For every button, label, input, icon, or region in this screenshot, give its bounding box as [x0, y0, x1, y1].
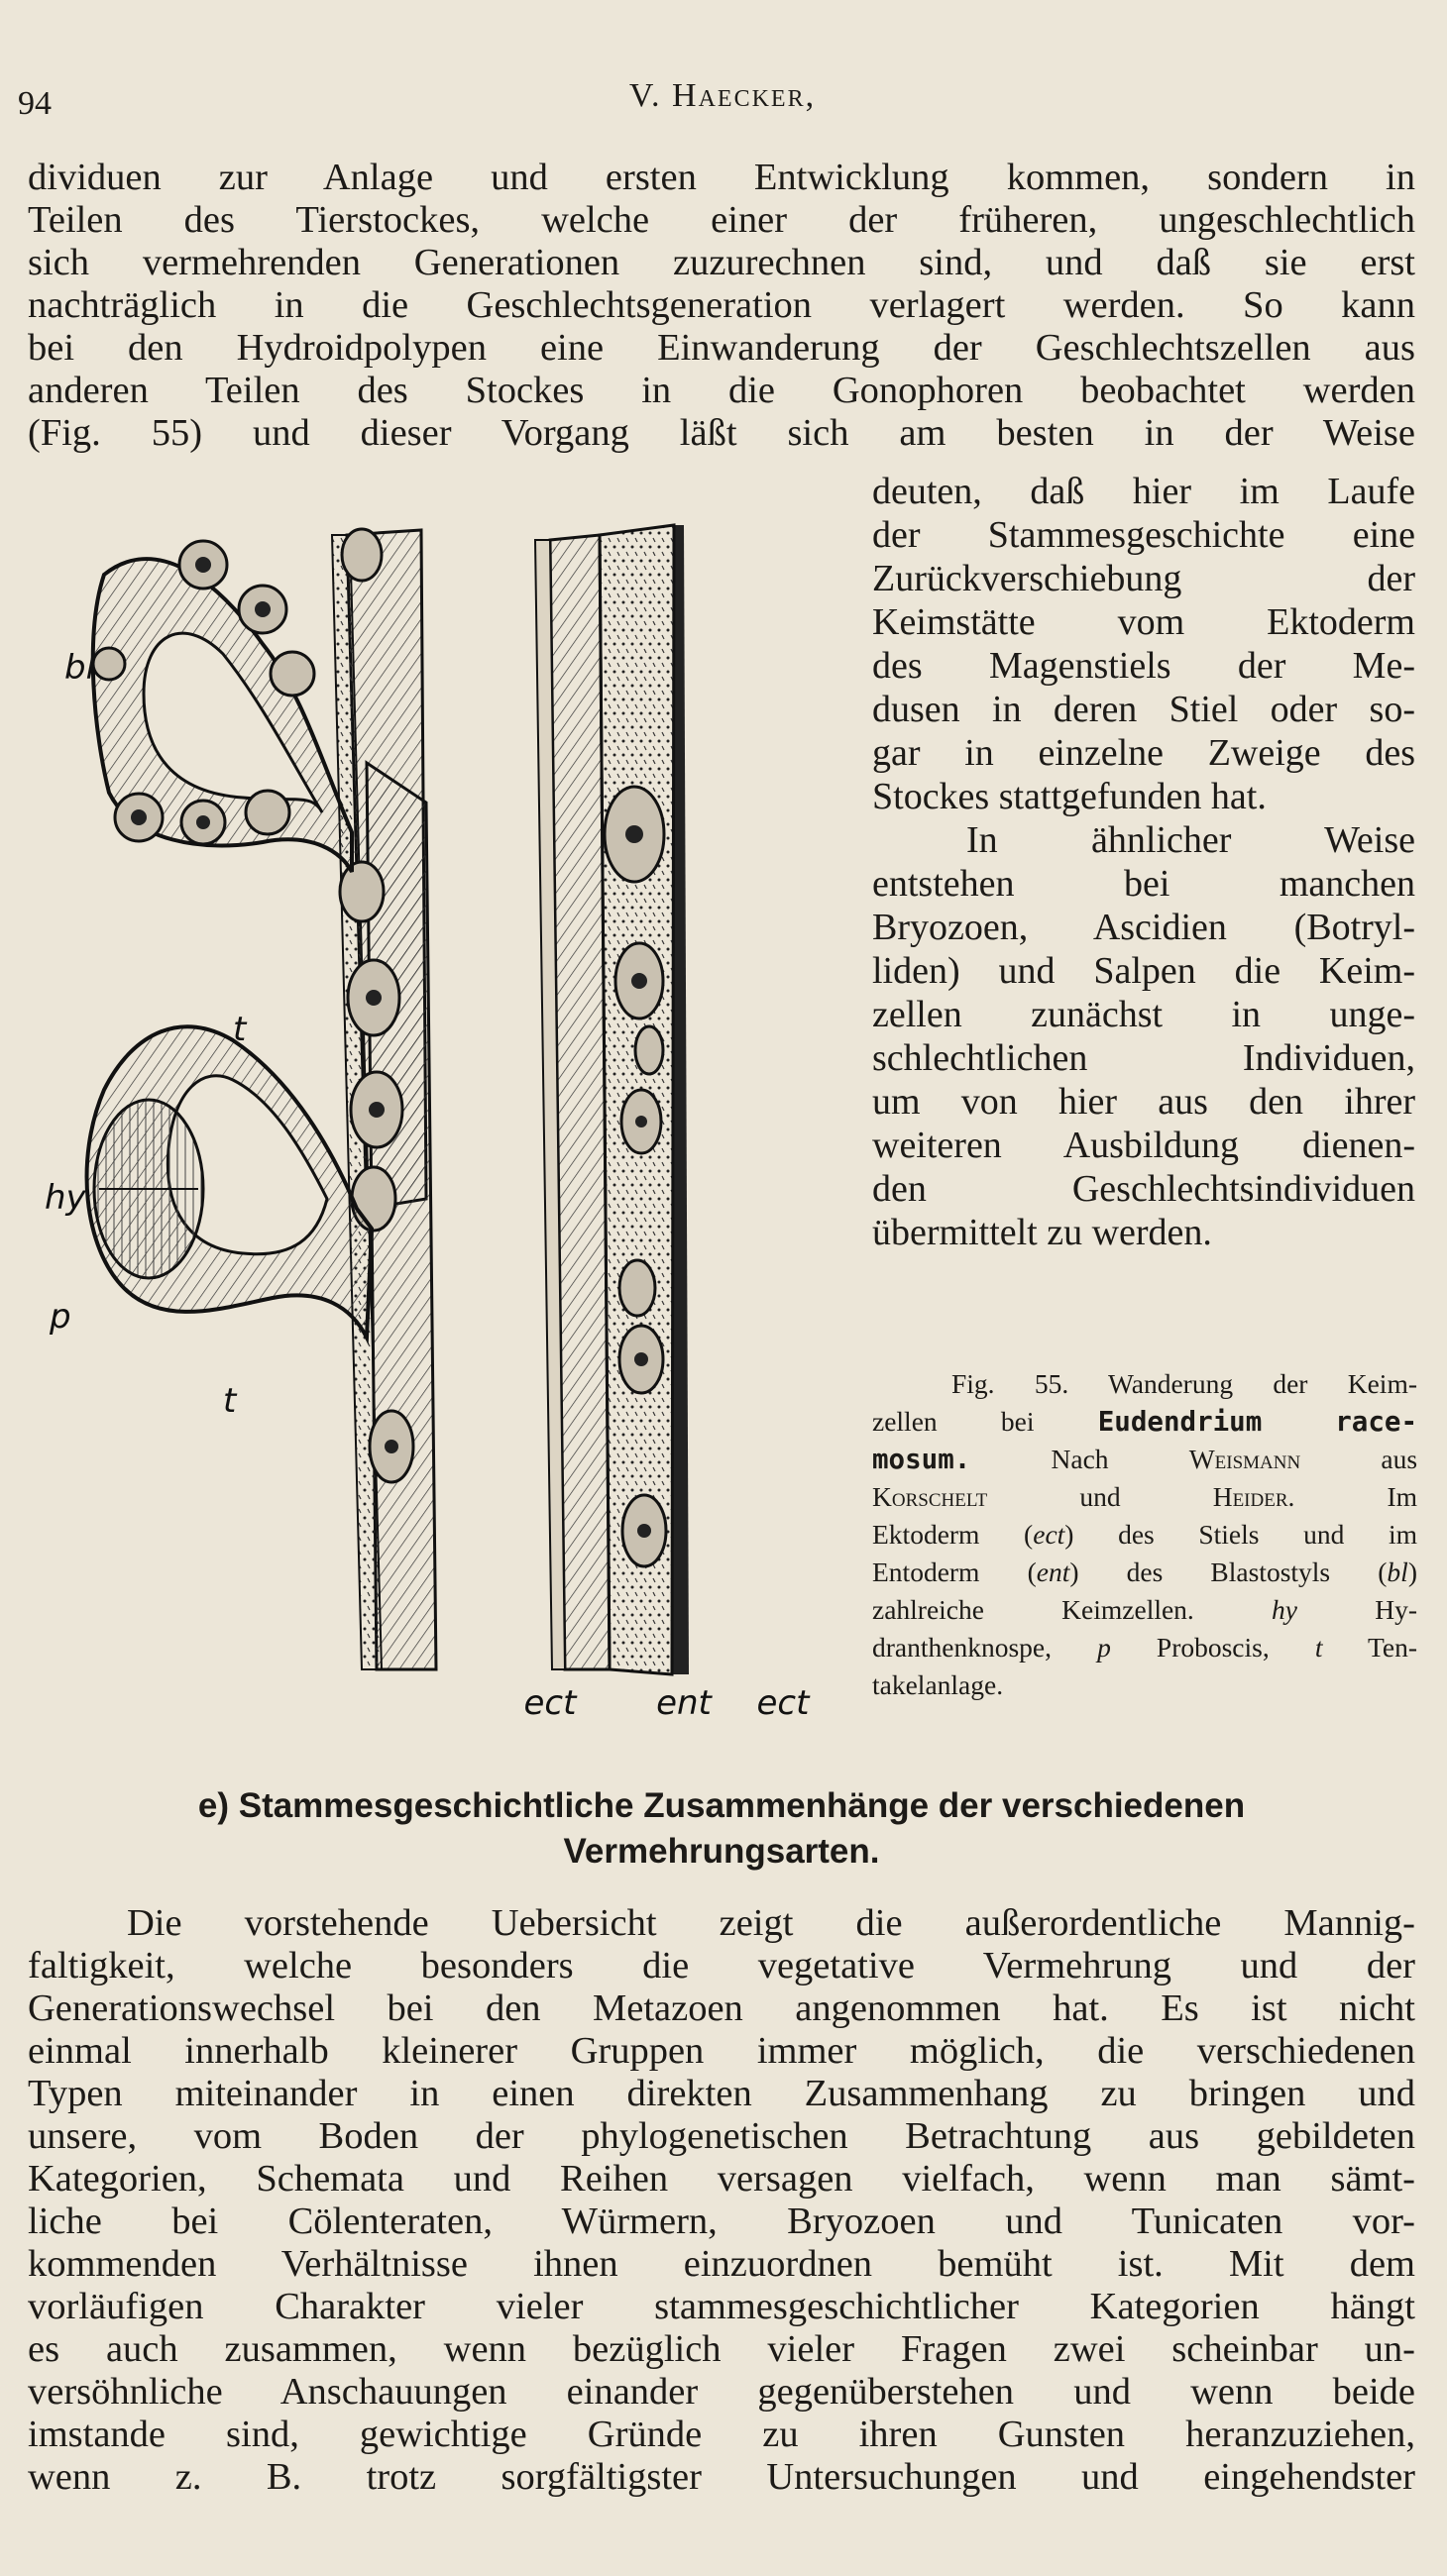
text-line: deuten, daß hier im Laufe [872, 471, 1415, 512]
text-line: (Fig. 55) und dieser Vorgang läßt sich am besten in der Weise [28, 412, 1415, 454]
caption-line: takelanlage. [872, 1669, 1004, 1700]
section-heading-line-2: Vermehrungsarten. [563, 1832, 880, 1871]
text-line: den Geschlechtsindividuen [872, 1168, 1415, 1210]
text-line: Typen miteinander in einen direkten Zusammenhang zu bringen und [28, 2073, 1415, 2114]
text-line: entstehen bei manchen [872, 863, 1415, 905]
text-line: gar in einzelne Zweige des [872, 732, 1415, 774]
hydranth-bud [87, 1026, 372, 1338]
text-line: Bryozoen, Ascidien (Botryl- [872, 907, 1415, 948]
text-line: des Magenstiels der Me- [872, 645, 1415, 687]
text-line: liden) und Salpen die Keim- [872, 950, 1415, 992]
label-ect-left: ect [523, 1683, 577, 1723]
text-line: faltigkeit, welche besonders die vegetative Vermehrung und der [28, 1945, 1415, 1986]
label-t-lower: t [223, 1381, 237, 1421]
text-line: dividuen zur Anlage und ersten Entwicklung kommen, sondern in [28, 157, 1415, 198]
text-line: Generationswechsel bei den Metazoen angenommen hat. Es ist nicht [28, 1987, 1415, 2029]
text-line: Kategorien, Schemata und Reihen versagen vielfach, wenn man sämt- [28, 2158, 1415, 2200]
text-line: Keimstätte vom Ektoderm [872, 601, 1415, 643]
text-line: unsere, vom Boden der phylogenetischen Betrachtung aus gebildeten [28, 2115, 1415, 2157]
figure-caption [872, 1365, 1417, 1704]
caption-line: mosum. Nach Weismann aus [872, 1444, 1418, 1475]
text-line: kommenden Verhältnisse ihnen einzuordnen bemüht ist. Mit dem [28, 2243, 1415, 2285]
text-line: übermittelt zu werden. [872, 1212, 1212, 1253]
caption-line: Ektoderm (ect) des Stiels und im [872, 1519, 1417, 1550]
section-heading-line-1: e) Stammesgeschichtliche Zusammenhänge der verschiedenen [197, 1786, 1246, 1825]
text-line: nachträglich in die Geschlechtsgeneration verlagert werden. So kann [28, 284, 1415, 326]
figure-55-illustration [45, 515, 833, 1724]
text-line: Die vorstehende Uebersicht zeigt die außerordentliche Mannig- [127, 1902, 1415, 1944]
caption-line: Entoderm (ent) des Blastostyls (bl) [872, 1556, 1417, 1587]
top-paragraph [28, 157, 1415, 455]
text-line: anderen Teilen des Stockes in die Gonophoren beobachtet werden [28, 370, 1415, 411]
text-line: vorläufigen Charakter vieler stammesgeschichtlicher Kategorien hängt [28, 2286, 1415, 2327]
label-ect-right: ect [756, 1683, 810, 1723]
text-line: einmal innerhalb kleinerer Gruppen immer möglich, die verschiedenen [28, 2030, 1415, 2072]
page-number: 94 [18, 85, 52, 122]
running-head: V. Haecker, [628, 77, 817, 114]
text-line: versöhnliche Anschauungen einander gegenüberstehen und wenn beide [28, 2371, 1415, 2413]
text-line: es auch zusammen, wenn bezüglich vieler Fragen zwei scheinbar un- [28, 2328, 1415, 2370]
section-heading [28, 1783, 1415, 1875]
text-line: sich vermehrenden Generationen zuzurechnen sind, und daß sie erst [28, 242, 1415, 283]
page-header [18, 77, 1427, 133]
text-line: der Stammesgeschichte eine [872, 514, 1415, 556]
stem-right [535, 525, 689, 1674]
caption-line: Korschelt und Heider. Im [872, 1481, 1418, 1512]
label-hy: hy [45, 1178, 86, 1218]
text-line: Teilen des Tierstockes, welche einer der früheren, ungeschlechtlich [28, 199, 1415, 241]
text-line: weiteren Ausbildung dienen- [872, 1125, 1415, 1166]
text-line: schlechtlichen Individuen, [872, 1037, 1415, 1079]
stem-left [332, 529, 436, 1669]
caption-line: zahlreiche Keimzellen. hy Hy- [872, 1594, 1417, 1625]
text-line: Zurückverschiebung der [872, 558, 1415, 599]
text-line: wenn z. B. trotz sorgfältigster Untersuchungen und eingehendster [28, 2456, 1415, 2498]
caption-line: Fig. 55. Wanderung der Keim- [951, 1368, 1417, 1399]
eudendrium-drawing [45, 515, 833, 1724]
text-line: bei den Hydroidpolypen eine Einwanderung der Geschlechtszellen aus [28, 327, 1415, 369]
label-ent: ent [656, 1683, 712, 1723]
caption-line: zellen bei Eudendrium race- [872, 1406, 1418, 1438]
text-line: In ähnlicher Weise [966, 819, 1415, 861]
text-line: imstande sind, gewichtige Gründe zu ihren Gunsten heranzuziehen, [28, 2414, 1415, 2455]
text-line: um von hier aus den ihrer [872, 1081, 1415, 1123]
label-bl: bl [64, 648, 96, 688]
text-line: liche bei Cölenteraten, Würmern, Bryozoen und Tunicaten vor- [28, 2200, 1415, 2242]
label-p: p [50, 1297, 71, 1337]
bottom-paragraph [28, 1902, 1415, 2499]
text-line: Stockes stattgefunden hat. [872, 776, 1267, 817]
side-column-text [872, 470, 1415, 1254]
label-t-upper: t [233, 1010, 247, 1049]
caption-line: dranthenknospe, p Proboscis, t Ten- [872, 1632, 1418, 1663]
blastostyl [93, 541, 352, 872]
text-line: zellen zunächst in unge- [872, 994, 1415, 1035]
text-line: dusen in deren Stiel oder so- [872, 689, 1415, 730]
